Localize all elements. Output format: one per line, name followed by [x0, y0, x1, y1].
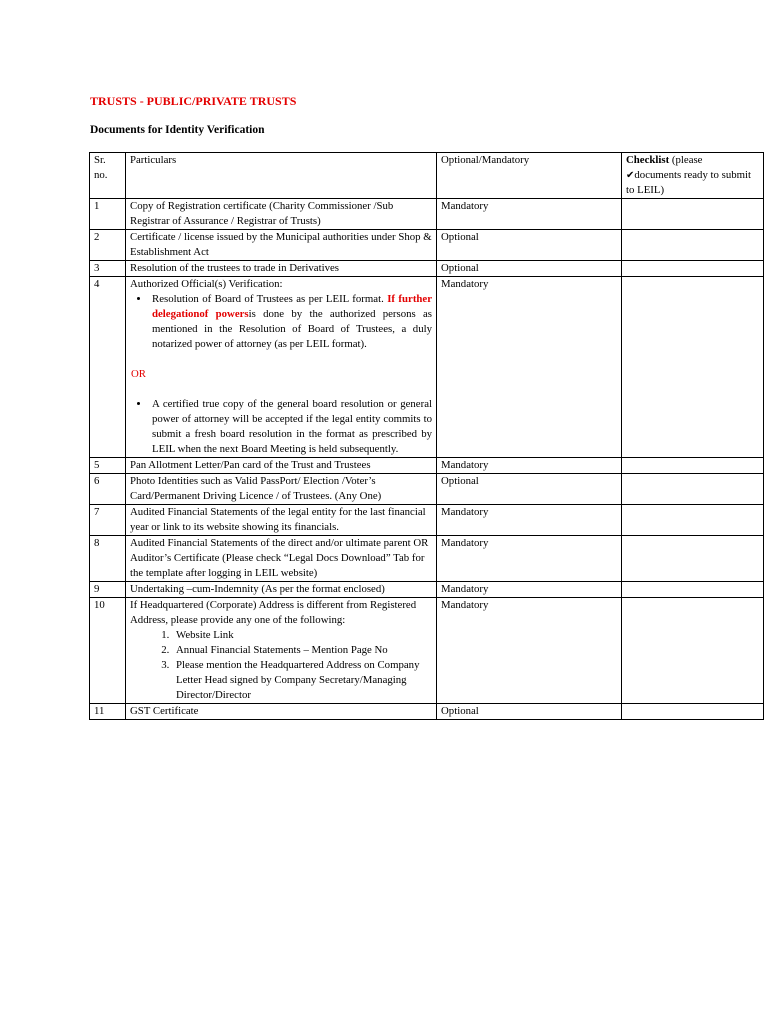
checkmark-icon: ✔: [626, 170, 635, 181]
row-particulars: Certificate / license issued by the Municipal authorities under Shop & Establishment Act: [126, 230, 437, 261]
row-particulars: Audited Financial Statements of the legal entity for the last financial year or link to its website showing its financials.: [126, 505, 437, 536]
row-requirement: Mandatory: [437, 582, 622, 598]
row-particulars: Copy of Registration certificate (Charity Commissioner /Sub Registrar of Assurance / Registrar of Trusts): [126, 199, 437, 230]
documents-table: [89, 152, 764, 720]
table-row: [90, 704, 764, 720]
row-number: 3: [90, 261, 126, 277]
row-requirement: Optional: [437, 230, 622, 261]
row-checklist-cell[interactable]: [622, 598, 764, 704]
header-sr-no: Sr. no.: [90, 153, 126, 199]
list-item: [150, 292, 432, 352]
auditor-certificate-line: Auditor’s Certificate (Please check “Legal Docs Download” Tab for the template after logging in LEIL website): [130, 552, 425, 579]
row-checklist-cell[interactable]: [622, 582, 764, 598]
row-checklist-cell[interactable]: [622, 536, 764, 582]
row-requirement: Mandatory: [437, 505, 622, 536]
row-number: 2: [90, 230, 126, 261]
header-checklist-note-2: documents ready to submit to LEIL): [626, 169, 752, 196]
row-checklist-cell[interactable]: [622, 704, 764, 720]
list-item: • A certified true copy of the general board resolution or general power of attorney will be accepted if the legal entity commits to submit a fresh board resolution in the format as prescribed by LEIL when the next Board Meeting is held subsequently.: [150, 397, 432, 457]
table-row: [90, 261, 764, 277]
row-particulars: Resolution of the trustees to trade in Derivatives: [126, 261, 437, 277]
document-title: TRUSTS - PUBLIC/PRIVATE TRUSTS: [90, 94, 297, 108]
list-item: 1. Website Link: [172, 628, 432, 643]
list-item: 3. Please mention the Headquartered Address on Company Letter Head signed by Company Secretary/Managing Director/Director: [172, 658, 432, 703]
row-number: 4: [90, 277, 126, 458]
document-subtitle: Documents for Identity Verification: [90, 124, 265, 136]
delegation-highlight: If further delegationof powers: [152, 293, 432, 320]
row-checklist-cell[interactable]: [622, 261, 764, 277]
row-particulars: Undertaking –cum-Indemnity (As per the format enclosed): [126, 582, 437, 598]
parent-statements-line: Audited Financial Statements of the direct and/or ultimate parent OR: [130, 537, 429, 549]
row-particulars: Photo Identities such as Valid PassPort/ Election /Voter’s Card/Permanent Driving Licence / of Trustees. (Any One): [126, 474, 437, 505]
row-number: 6: [90, 474, 126, 505]
bullet1-start: Resolution of Board of Trustees as per LEIL format.: [152, 293, 384, 305]
row-particulars: [126, 598, 437, 704]
header-checklist-note: (please: [671, 154, 703, 166]
row-checklist-cell[interactable]: [622, 230, 764, 261]
authorized-verification-list: [130, 292, 432, 352]
row-requirement: Mandatory: [437, 277, 622, 458]
table-row: [90, 598, 764, 704]
row-checklist-cell[interactable]: [622, 277, 764, 458]
table-row: [90, 230, 764, 261]
table-row: [90, 277, 764, 458]
header-checklist-title: Checklist: [626, 154, 670, 166]
row-checklist-cell[interactable]: [622, 505, 764, 536]
table-row: [90, 199, 764, 230]
table-row: [90, 536, 764, 582]
row-number: 7: [90, 505, 126, 536]
table-row: [90, 582, 764, 598]
row-requirement: Mandatory: [437, 536, 622, 582]
row-particulars: Pan Allotment Letter/Pan card of the Trust and Trustees: [126, 458, 437, 474]
row-requirement: Mandatory: [437, 598, 622, 704]
header-particulars: Particulars: [126, 153, 437, 199]
row-number: 9: [90, 582, 126, 598]
authorized-verification-list-2: [130, 397, 432, 457]
table-header-row: [90, 153, 764, 199]
row-requirement: Optional: [437, 704, 622, 720]
table-row: [90, 458, 764, 474]
row-particulars: GST Certificate: [126, 704, 437, 720]
header-requirement: Optional/Mandatory: [437, 153, 622, 199]
row-particulars: [126, 536, 437, 582]
row-number: 8: [90, 536, 126, 582]
row-number: 1: [90, 199, 126, 230]
header-checklist: [622, 153, 764, 199]
row-particulars: [126, 277, 437, 458]
or-label: OR: [131, 368, 146, 380]
row-number: 11: [90, 704, 126, 720]
row-number: 10: [90, 598, 126, 704]
row-checklist-cell[interactable]: [622, 474, 764, 505]
row-requirement: Mandatory: [437, 199, 622, 230]
list-item: 2. Annual Financial Statements – Mention Page No: [172, 643, 432, 658]
row-checklist-cell[interactable]: [622, 458, 764, 474]
row-checklist-cell[interactable]: [622, 199, 764, 230]
row-number: 5: [90, 458, 126, 474]
row-requirement: Mandatory: [437, 458, 622, 474]
authorized-verification-intro: Authorized Official(s) Verification:: [130, 278, 283, 290]
row-requirement: Optional: [437, 474, 622, 505]
table-row: [90, 474, 764, 505]
table-row: [90, 505, 764, 536]
bullet1-end: is done by the authorized persons as mentioned in the Resolution of Board of Trustees, a duly notarized power of attorney (as per LEIL format).: [152, 308, 432, 350]
row-requirement: Optional: [437, 261, 622, 277]
headquarter-intro: If Headquartered (Corporate) Address is different from Registered Address, please provide any one of the following:: [130, 599, 417, 626]
headquarter-options-list: [130, 628, 432, 703]
